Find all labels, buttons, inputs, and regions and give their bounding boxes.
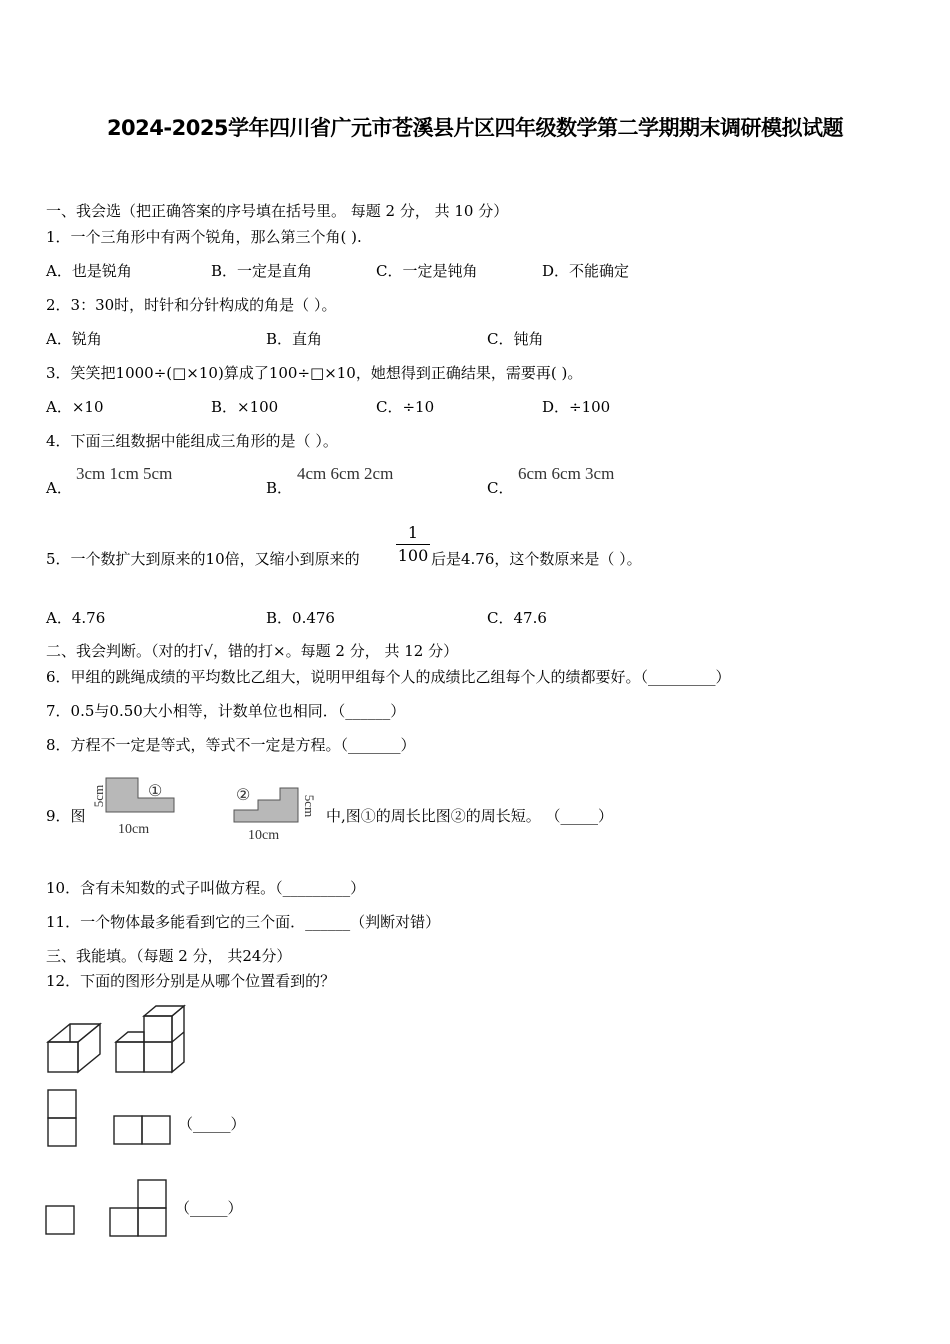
q12-answer-blank-1[interactable]: （_____） — [178, 1115, 246, 1133]
q4-option-c-letter: C． — [487, 479, 514, 497]
q2-option-a: A．锐角 — [46, 330, 102, 348]
question-12: 12．下面的图形分别是从哪个位置看到的？ — [46, 972, 336, 990]
q12-view-2a — [44, 1204, 78, 1238]
page-title: 2024-2025学年四川省广元市苍溪县片区四年级数学第二学期期末调研模拟试题 — [106, 116, 844, 140]
q9-figure-2-bottom: 10cm — [248, 828, 280, 843]
section-heading-2: 二、我会判断。（对的打√，错的打×。每题 2 分， 共 12 分） — [46, 642, 459, 660]
q4-option-b-letter: B． — [266, 479, 293, 497]
q1-option-d: D．不能确定 — [542, 262, 630, 280]
q12-cube-figure — [44, 1002, 194, 1078]
q3-option-a: A．×10 — [46, 398, 104, 416]
q12-view-1a — [46, 1088, 80, 1148]
q1-option-a: A．也是锐角 — [46, 262, 132, 280]
question-3: 3．笑笑把1000÷(□×10)算成了100÷□×10，她想得到正确结果，需要再( )。 — [46, 364, 583, 382]
q9-figure-2 — [228, 780, 323, 846]
question-11: 11．一个物体最多能看到它的三个面．______（判断对错） — [46, 913, 441, 931]
q12-view-1b — [112, 1114, 174, 1148]
question-6: 6．甲组的跳绳成绩的平均数比乙组大，说明甲组每个人的成绩比乙组每个人的绩都要好。（_________） — [46, 668, 731, 686]
q5-fraction — [396, 524, 430, 565]
q5-fraction-denominator: 100 — [397, 546, 429, 565]
q12-answer-blank-2[interactable]: （_____） — [175, 1199, 243, 1217]
question-10: 10．含有未知数的式子叫做方程。（_________） — [46, 879, 366, 897]
q1-option-b: B．一定是直角 — [211, 262, 313, 280]
q9-figure-2-side: 5cm — [302, 794, 318, 818]
q5-option-c: C．47.6 — [487, 609, 547, 627]
q2-option-c: C．钝角 — [487, 330, 544, 348]
section-heading-3: 三、我能填。（每题 2 分， 共24分） — [46, 947, 292, 965]
q9-figure-1-bottom: 10cm — [118, 822, 150, 837]
q4-option-a-letter: A． — [46, 479, 72, 497]
q5-fraction-bar — [396, 544, 430, 545]
q9-figure-2-mark: ② — [236, 787, 251, 804]
question-9-pre: 9．图 — [46, 807, 86, 825]
question-4: 4．下面三组数据中能组成三角形的是（ ）。 — [46, 432, 338, 450]
q5-option-a: A．4.76 — [46, 609, 106, 627]
question-2: 2．3：30时，时针和分针构成的角是（ ）。 — [46, 296, 337, 314]
q3-option-b: B．×100 — [211, 398, 279, 416]
question-5-post: 后是4.76，这个数原来是（ ）。 — [431, 550, 642, 568]
q3-option-c: C．÷10 — [376, 398, 435, 416]
q4-option-b-value: 4cm 6cm 2cm — [297, 464, 394, 483]
q3-option-d: D．÷100 — [542, 398, 611, 416]
question-8: 8．方程不一定是等式，等式不一定是方程。（_______） — [46, 736, 416, 754]
question-1: 1．一个三角形中有两个锐角，那么第三个角( ). — [46, 228, 362, 246]
q5-option-b: B．0.476 — [266, 609, 335, 627]
q9-figure-1-mark: ① — [148, 783, 163, 800]
q12-view-2b — [108, 1178, 170, 1238]
q9-figure-1 — [88, 772, 188, 842]
q4-option-c-value: 6cm 6cm 3cm — [518, 464, 615, 483]
question-5-pre: 5．一个数扩大到原来的10倍，又缩小到原来的 — [46, 550, 360, 568]
section-heading-1: 一、我会选（把正确答案的序号填在括号里。 每题 2 分， 共 10 分） — [46, 202, 509, 220]
question-7: 7．0.5与0.50大小相等，计数单位也相同．（______） — [46, 702, 406, 720]
question-9-post: 中,图①的周长比图②的周长短。 （_____） — [326, 807, 614, 825]
q1-option-c: C．一定是钝角 — [376, 262, 478, 280]
q5-fraction-numerator: 1 — [407, 523, 419, 542]
q9-figure-1-side: 5cm — [91, 784, 107, 808]
q4-option-a-value: 3cm 1cm 5cm — [76, 464, 173, 483]
q2-option-b: B．直角 — [266, 330, 323, 348]
